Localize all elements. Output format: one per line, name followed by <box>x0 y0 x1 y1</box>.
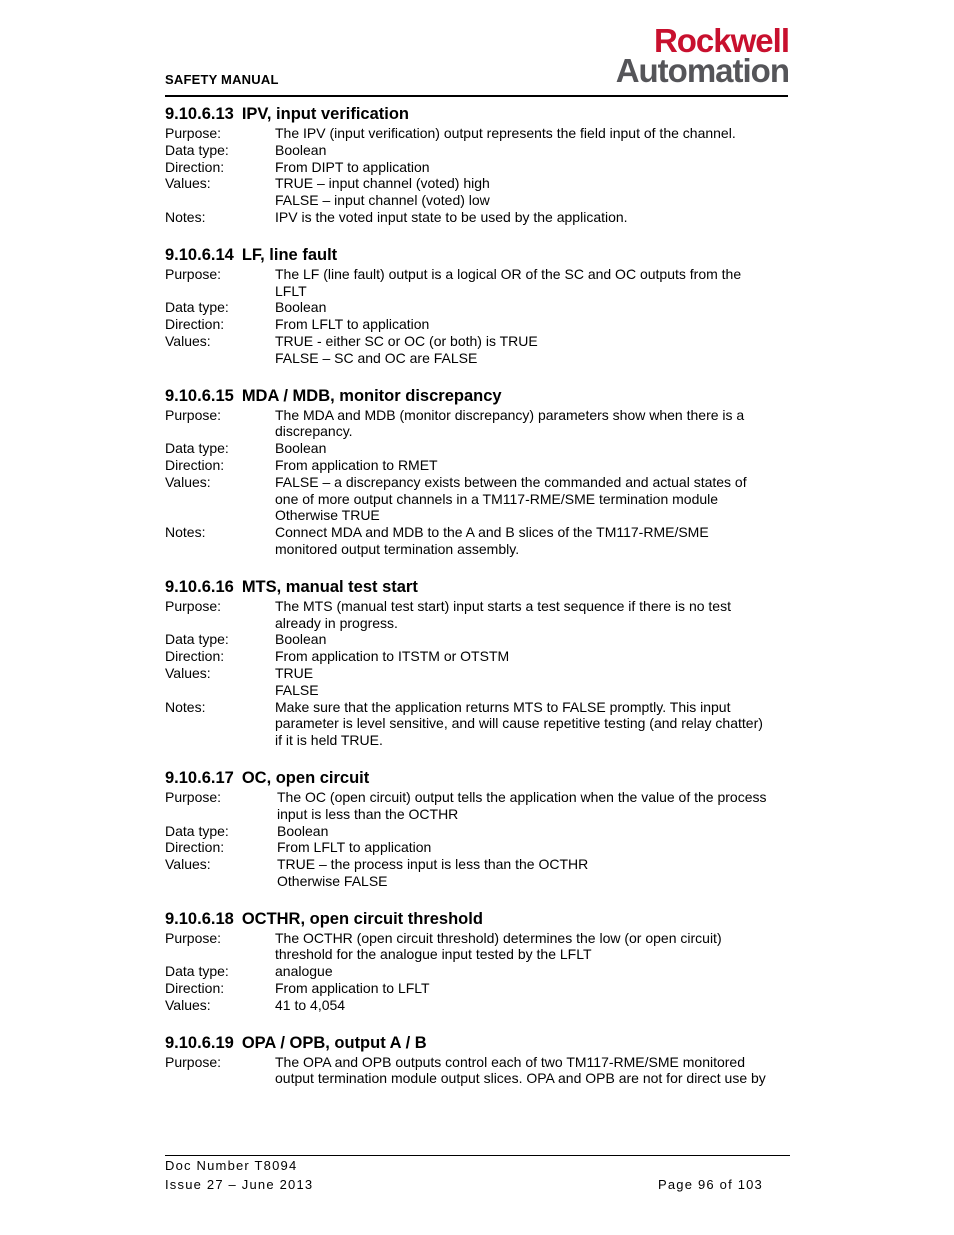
field-value <box>275 474 790 524</box>
field-row <box>165 407 790 441</box>
field-label: Purpose: <box>165 597 222 614</box>
section-heading <box>165 104 790 124</box>
field-value-line: The IPV (input verification) output represents the field input of the channel. <box>275 125 736 141</box>
field-label: Values: <box>165 473 211 490</box>
logo-line-2: Automation <box>615 52 789 89</box>
field-value <box>275 699 790 749</box>
field-value <box>275 266 790 300</box>
field-label: Values: <box>165 664 211 681</box>
field-row <box>165 699 790 749</box>
field-value <box>275 648 790 665</box>
section-title: OPA / OPB, output A / B <box>241 1033 427 1052</box>
field-value <box>277 856 790 890</box>
field-value-line: FALSE – a discrepancy exists between the commanded and actual states of <box>275 473 747 490</box>
field-value-line: monitored output termination assembly. <box>275 540 520 557</box>
field-row <box>165 142 790 159</box>
field-label: Purpose: <box>165 929 222 946</box>
footer-page-number: Page 96 of 103 <box>658 1177 763 1192</box>
section-title: LF, line fault <box>241 245 338 264</box>
section-number: 9.10.6.13 <box>165 105 234 123</box>
field-value <box>275 125 790 142</box>
field-label: Data type: <box>165 440 229 457</box>
field-row <box>165 963 790 980</box>
field-row <box>165 209 790 226</box>
rockwell-automation-logo <box>553 24 789 88</box>
field-label: Direction: <box>165 980 225 997</box>
field-row <box>165 159 790 176</box>
section-heading <box>165 386 790 406</box>
section <box>165 1033 790 1088</box>
field-value-line: 41 to 4,054 <box>275 996 346 1013</box>
field-value-line: input is less than the OCTHR <box>277 805 459 822</box>
field-label: Values: <box>165 332 211 349</box>
field-row <box>165 125 790 142</box>
field-row <box>165 980 790 997</box>
field-row <box>165 266 790 300</box>
section-heading <box>165 1033 790 1053</box>
field-value-line: discrepancy. <box>275 423 353 440</box>
field-row <box>165 474 790 524</box>
field-value-line: TRUE – the process input is less than the OCTHR <box>277 856 589 873</box>
section-title: OC, open circuit <box>241 768 370 787</box>
field-value-line: Boolean <box>275 141 327 158</box>
section <box>165 909 790 1014</box>
section-number: 9.10.6.16 <box>165 577 234 596</box>
field-value-line: From LFLT to application <box>277 839 432 856</box>
field-value-line: Otherwise FALSE <box>277 872 388 889</box>
field-value-line: From LFLT to application <box>275 316 430 333</box>
field-value <box>275 440 790 457</box>
field-row <box>165 316 790 333</box>
field-value-line: threshold for the analogue input tested by the LFLT <box>275 946 592 963</box>
logo-line-1: Rockwell <box>653 22 789 59</box>
field-row <box>165 175 790 209</box>
field-value-line: FALSE – input channel (voted) low <box>275 192 490 209</box>
field-label: Data type: <box>165 822 229 839</box>
footer-divider <box>165 1155 790 1156</box>
field-value <box>275 665 790 699</box>
field-row <box>165 997 790 1014</box>
field-label: Purpose: <box>165 406 222 423</box>
section <box>165 768 790 890</box>
field-row <box>165 524 790 558</box>
field-row <box>165 457 790 474</box>
field-value-line: Make sure that the application returns MTS to FALSE promptly. This input <box>275 698 731 715</box>
field-row <box>165 1054 790 1088</box>
field-value-line: LFLT <box>275 282 307 299</box>
field-value <box>275 524 790 558</box>
field-value <box>275 631 790 648</box>
field-value-line: Boolean <box>275 440 327 457</box>
section-title: MTS, manual test start <box>241 577 418 596</box>
field-value-line: The OCTHR (open circuit threshold) determines the low (or open circuit) <box>275 929 722 946</box>
field-label: Direction: <box>165 839 225 856</box>
field-label: Notes: <box>165 698 206 715</box>
field-label: Data type: <box>165 631 229 648</box>
field-value-line: Otherwise TRUE <box>275 507 380 524</box>
section-title: IPV, input verification <box>241 105 409 123</box>
field-label: Data type: <box>165 141 229 158</box>
field-label: Values: <box>165 996 211 1013</box>
field-value <box>277 789 790 823</box>
header-title: SAFETY MANUAL <box>165 72 279 87</box>
field-label: Values: <box>165 856 211 873</box>
field-value <box>275 980 790 997</box>
section-number: 9.10.6.17 <box>165 768 234 787</box>
header-divider <box>165 95 788 97</box>
field-value-line: The OPA and OPB outputs control each of two TM117-RME/SME monitored <box>275 1053 745 1070</box>
section <box>165 104 790 226</box>
field-row <box>165 631 790 648</box>
section-heading <box>165 768 790 788</box>
field-row <box>165 333 790 367</box>
section-heading <box>165 245 790 265</box>
section <box>165 245 790 367</box>
field-value-line: Boolean <box>275 631 327 648</box>
field-value-line: Boolean <box>277 822 329 839</box>
field-value-line: The OC (open circuit) output tells the application when the value of the process <box>277 788 767 805</box>
field-value-line: TRUE - either SC or OC (or both) is TRUE <box>275 332 538 349</box>
field-value-line: already in progress. <box>275 614 398 631</box>
field-row <box>165 648 790 665</box>
section-number: 9.10.6.19 <box>165 1033 234 1052</box>
field-label: Data type: <box>165 963 229 980</box>
field-label: Purpose: <box>165 125 222 141</box>
field-label: Direction: <box>165 648 225 665</box>
footer-issue: Issue 27 – June 2013 <box>165 1177 314 1192</box>
field-value <box>277 839 790 856</box>
field-value <box>275 175 790 209</box>
field-value <box>275 142 790 159</box>
field-row <box>165 856 790 890</box>
field-value-line: The MDA and MDB (monitor discrepancy) parameters show when there is a <box>275 406 745 423</box>
section-title: MDA / MDB, monitor discrepancy <box>241 386 502 405</box>
field-value <box>275 598 790 632</box>
field-value <box>275 333 790 367</box>
field-label: Values: <box>165 175 211 192</box>
field-label: Notes: <box>165 208 206 225</box>
field-row <box>165 823 790 840</box>
field-value-line: From application to ITSTM or OTSTM <box>275 648 510 665</box>
field-value <box>275 457 790 474</box>
field-value <box>275 209 790 226</box>
field-value-line: The MTS (manual test start) input starts a test sequence if there is no test <box>275 597 731 614</box>
field-value <box>275 963 790 980</box>
field-label: Purpose: <box>165 1053 222 1070</box>
field-value <box>277 823 790 840</box>
field-label: Data type: <box>165 299 229 316</box>
field-label: Purpose: <box>165 788 222 805</box>
field-value-line: Connect MDA and MDB to the A and B slices of the TM117-RME/SME <box>275 524 709 541</box>
field-value-line: From application to RMET <box>275 456 438 473</box>
field-label: Notes: <box>165 524 206 541</box>
field-value <box>275 299 790 316</box>
field-value-line: parameter is level sensitive, and will cause repetitive testing (and relay chatter) <box>275 715 763 732</box>
field-value <box>275 407 790 441</box>
field-value <box>275 159 790 176</box>
field-value-line: IPV is the voted input state to be used by the application. <box>275 208 628 225</box>
field-row <box>165 665 790 699</box>
section <box>165 577 790 749</box>
field-row <box>165 299 790 316</box>
field-value <box>275 930 790 964</box>
field-row <box>165 930 790 964</box>
field-value-line: TRUE <box>275 664 314 681</box>
footer-doc-number: Doc Number T8094 <box>165 1158 298 1173</box>
field-value-line: output termination module output slices. OPA and OPB are not for direct use by <box>275 1070 766 1087</box>
field-value-line: FALSE <box>275 681 319 698</box>
section-number: 9.10.6.18 <box>165 909 234 928</box>
field-value-line: Boolean <box>275 299 327 316</box>
field-value-line: one of more output channels in a TM117-RME/SME termination module <box>275 490 719 507</box>
field-label: Purpose: <box>165 265 222 282</box>
field-value <box>275 316 790 333</box>
field-row <box>165 839 790 856</box>
section-heading <box>165 909 790 929</box>
field-value-line: From DIPT to application <box>275 158 430 175</box>
field-value-line: FALSE – SC and OC are FALSE <box>275 349 478 366</box>
section <box>165 386 790 558</box>
field-value-line: analogue <box>275 963 333 980</box>
section-number: 9.10.6.15 <box>165 386 234 405</box>
field-value-line: From application to LFLT <box>275 980 430 997</box>
field-value <box>275 1054 790 1088</box>
manual-content <box>165 104 790 1106</box>
field-label: Direction: <box>165 158 225 175</box>
field-row <box>165 440 790 457</box>
field-value <box>275 997 790 1014</box>
field-value-line: The LF (line fault) output is a logical OR of the SC and OC outputs from the <box>275 265 742 282</box>
field-value-line: TRUE – input channel (voted) high <box>275 175 490 192</box>
field-row <box>165 789 790 823</box>
field-label: Direction: <box>165 456 225 473</box>
field-value-line: if it is held TRUE. <box>275 732 383 749</box>
field-label: Direction: <box>165 316 225 333</box>
section-number: 9.10.6.14 <box>165 245 234 264</box>
section-title: OCTHR, open circuit threshold <box>241 909 483 928</box>
field-row <box>165 598 790 632</box>
section-heading <box>165 577 790 597</box>
